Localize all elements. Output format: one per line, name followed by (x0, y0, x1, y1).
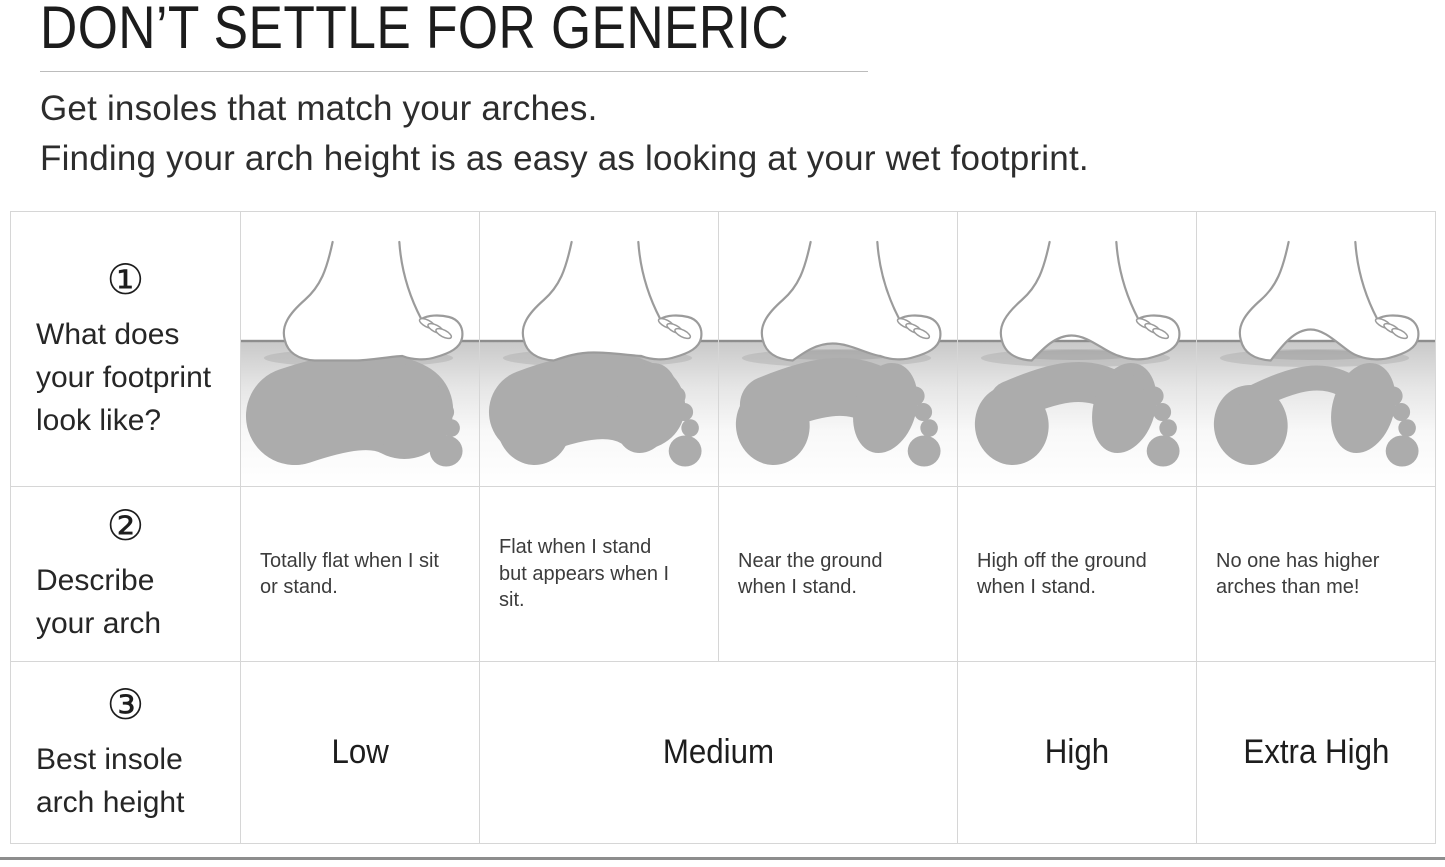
page-title: DON’T SETTLE FOR GENERIC (40, 0, 790, 61)
step-1-label: What does your footprint look like? (36, 317, 212, 437)
arch-description-high: High off the ground when I stand. (958, 487, 1197, 662)
step-1-number-icon: ① (106, 254, 145, 304)
illustration-cell-high (958, 212, 1197, 487)
title-divider (40, 71, 868, 72)
arch-description-low: Flat when I stand but appears when I sit. (480, 487, 719, 662)
page-subtitle (40, 84, 1089, 184)
subtitle-line-1: Get insoles that match your arches. (40, 89, 598, 128)
insole-height-low: Low (241, 662, 480, 844)
arch-description-extra-high: No one has higher arches than me! (1197, 487, 1436, 662)
step-3-number-icon: ③ (106, 679, 145, 729)
illustration-cell-medium (719, 212, 958, 487)
medium-arch-foot-footprint-icon (719, 212, 957, 486)
insole-height-high: High (958, 662, 1197, 844)
insole-height-extra-high: Extra High (1197, 662, 1436, 844)
subtitle-line-2: Finding your arch height is as easy as looking at your wet footprint. (40, 139, 1089, 178)
step-3-label: Best insole arch height (36, 742, 185, 819)
high-arch-foot-footprint-icon (958, 212, 1196, 486)
step-header-insole-height (11, 662, 241, 844)
arch-description-medium: Near the ground when I stand. (719, 487, 958, 662)
illustration-cell-extra-high (1197, 212, 1436, 487)
extra-high-arch-foot-footprint-icon (1197, 212, 1435, 486)
arch-description-flat: Totally flat when I sit or stand. (241, 487, 480, 662)
illustration-cell-low (480, 212, 719, 487)
flat-foot-full-footprint-icon (241, 212, 479, 486)
step-header-describe-arch (11, 487, 241, 662)
bottom-divider (0, 857, 1445, 860)
step-2-label: Describe your arch (36, 564, 162, 640)
low-arch-foot-footprint-icon (480, 212, 718, 486)
step-header-footprint (11, 212, 241, 487)
illustration-cell-flat (241, 212, 480, 487)
insole-height-medium: Medium (480, 662, 958, 844)
arch-guide-table (10, 211, 1436, 844)
step-2-number-icon: ② (106, 501, 145, 550)
